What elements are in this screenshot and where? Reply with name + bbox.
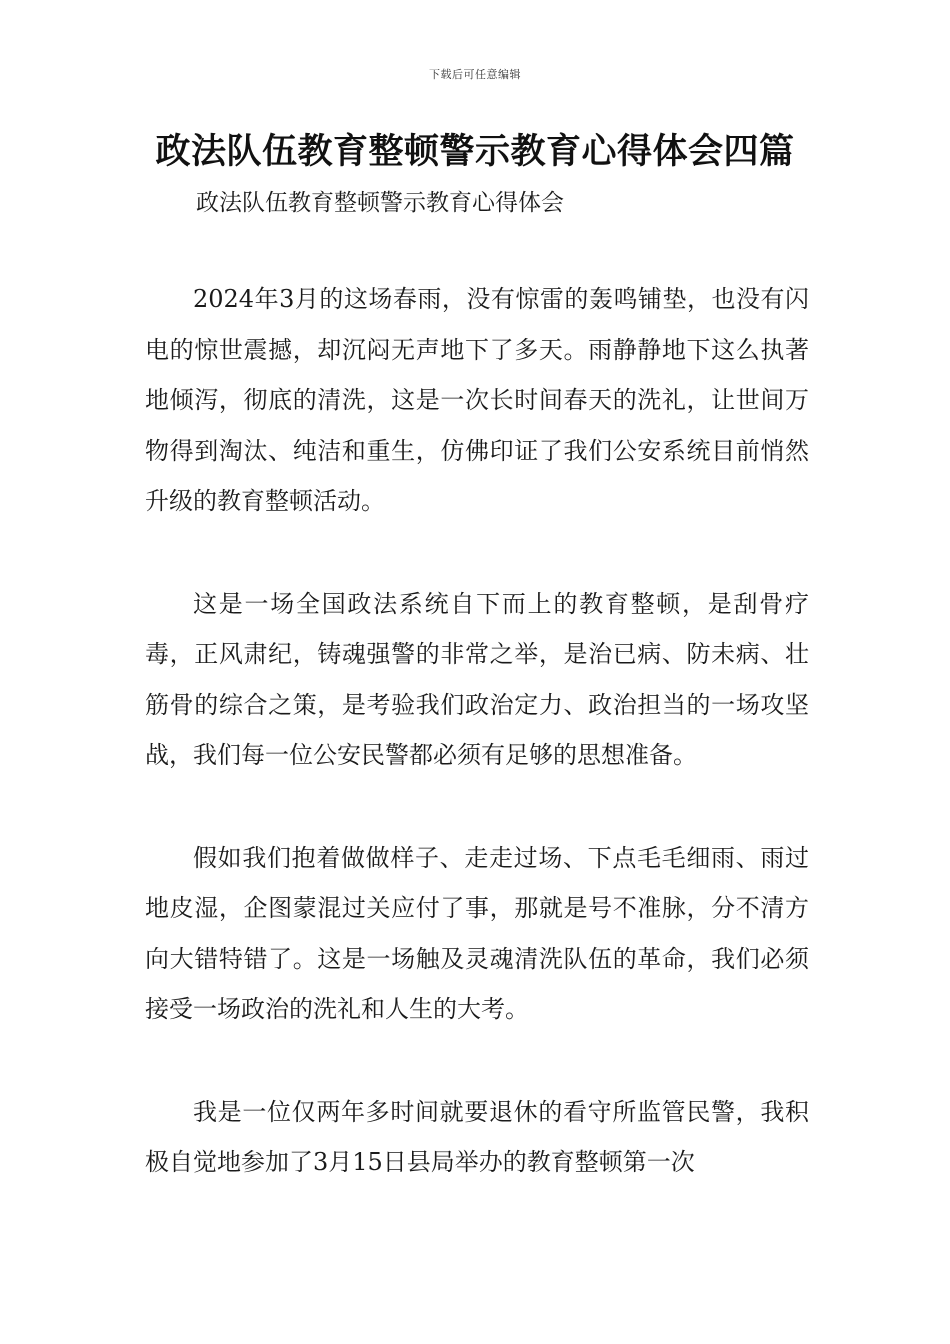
paragraph-4: 我是一位仅两年多时间就要退休的看守所监管民警，我积极自觉地参加了3月15日县局举办的教育整顿第一次 [145,1097,809,1176]
paragraph-3: 假如我们抱着做做样子、走走过场、下点毛毛细雨、雨过地皮湿，企图蒙混过关应付了事，那就是号不准脉，分不清方向大错特错了。这是一场触及灵魂清洗队伍的革命，我们必须接受一场政治的洗礼和人生的大考。 [145,843,809,1023]
header-note: 下载后可任意编辑 [429,68,521,81]
paragraph-1: 2024年3月的这场春雨，没有惊雷的轰鸣铺垫，也没有闪电的惊世震撼，却沉闷无声地下了多天。雨静静地下这么执著地倾泻，彻底的清洗，这是一次长时间春天的洗礼，让世间万物得到淘汰、纯洁和重生，仿佛印证了我们公安系统目前悄然升级的教育整顿活动。 [145,285,809,515]
document-title: 政法队伍教育整顿警示教育心得体会四篇 [155,132,795,172]
paragraph-2: 这是一场全国政法系统自下而上的教育整顿，是刮骨疗毒，正风肃纪，铸魂强警的非常之举，是治已病、防未病、壮筋骨的综合之策，是考验我们政治定力、政治担当的一场攻坚战，我们每一位公安民警都必须有足够的思想准备。 [145,589,809,769]
document-subtitle: 政法队伍教育整顿警示教育心得体会 [196,190,564,216]
body-text [145,274,809,1240]
